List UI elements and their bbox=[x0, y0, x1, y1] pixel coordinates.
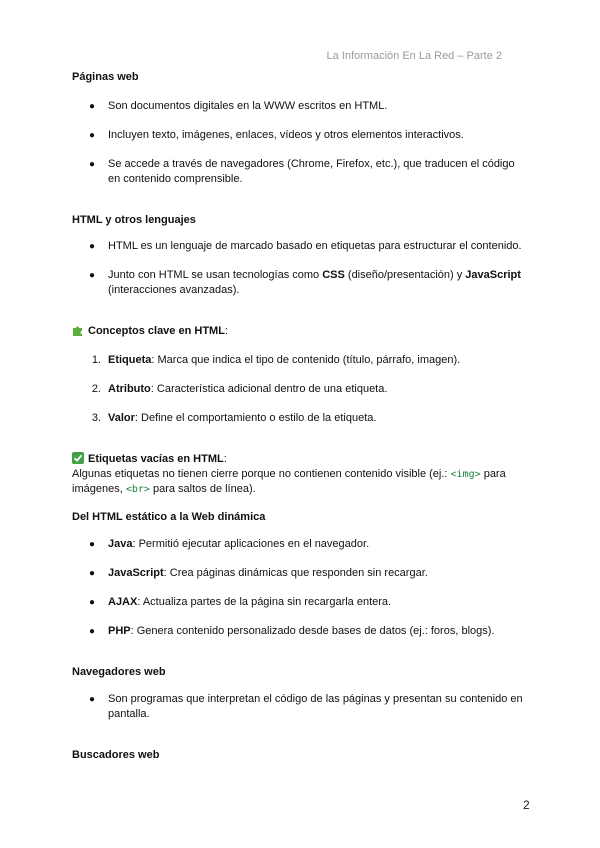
list-number: 3. bbox=[91, 412, 101, 424]
section-title-navegadores: Navegadores web bbox=[72, 666, 166, 678]
term-desc: : Genera contenido personalizado desde bases de datos (ej.: foros, blogs). bbox=[130, 625, 495, 637]
section-title-text: Conceptos clave en HTML bbox=[88, 325, 225, 337]
term: JavaScript bbox=[108, 567, 164, 579]
term: PHP bbox=[108, 625, 131, 637]
section-title-conceptos bbox=[72, 324, 528, 339]
term: Java bbox=[108, 538, 133, 550]
list-item bbox=[72, 239, 528, 254]
term-desc: : Actualiza partes de la página sin recargarla entera. bbox=[137, 596, 392, 608]
page-number: 2 bbox=[523, 798, 530, 812]
list-item-text: Son documentos digitales en la WWW escritos en HTML. bbox=[108, 100, 388, 112]
section-title-buscadores: Buscadores web bbox=[72, 749, 160, 761]
list-item bbox=[72, 128, 528, 143]
bullet-icon: ● bbox=[89, 568, 96, 579]
list-number: 2. bbox=[91, 383, 101, 395]
list-item-text: (interacciones avanzadas). bbox=[108, 284, 240, 296]
puzzle-piece-icon bbox=[72, 324, 84, 336]
list-item bbox=[72, 566, 528, 581]
list-item-text: Son programas que interpretan el código de las páginas y presentan su contenido en pantalla. bbox=[108, 693, 523, 720]
list-item bbox=[72, 157, 528, 187]
list-item bbox=[72, 411, 528, 426]
page-header: La Información En La Red – Parte 2 bbox=[326, 50, 502, 62]
paragraph-text: para imágenes, bbox=[72, 468, 506, 495]
list-paginas-web bbox=[72, 99, 528, 187]
list-item bbox=[72, 624, 528, 639]
list-item-text: (diseño/presentación) y bbox=[344, 269, 466, 281]
code-img: <img> bbox=[450, 469, 481, 480]
list-item bbox=[72, 537, 528, 552]
list-item bbox=[72, 382, 528, 397]
paragraph-text: para saltos de línea). bbox=[149, 483, 256, 495]
term: Etiqueta bbox=[108, 354, 152, 366]
bullet-icon: ● bbox=[89, 130, 96, 141]
bullet-icon: ● bbox=[89, 694, 96, 705]
section-title-etiquetas-vacias bbox=[72, 452, 528, 467]
list-web-dinamica bbox=[72, 537, 528, 639]
term: AJAX bbox=[108, 596, 138, 608]
term-desc: : Característica adicional dentro de una etiqueta. bbox=[150, 383, 388, 395]
code-br: <br> bbox=[125, 484, 150, 495]
term-css: CSS bbox=[322, 269, 345, 281]
section-title-paginas-web: Páginas web bbox=[72, 71, 139, 83]
list-navegadores bbox=[72, 692, 528, 722]
list-html-lenguajes bbox=[72, 239, 528, 298]
term-desc: : Marca que indica el tipo de contenido (título, párrafo, imagen). bbox=[151, 354, 461, 366]
term-desc: : Crea páginas dinámicas que responden sin recargar. bbox=[163, 567, 428, 579]
paragraph-text: Algunas etiquetas no tienen cierre porque no contienen contenido visible (ej.: bbox=[72, 468, 451, 480]
bullet-icon: ● bbox=[89, 270, 96, 281]
list-item bbox=[72, 353, 528, 368]
term-desc: : Define el comportamiento o estilo de la etiqueta. bbox=[134, 412, 377, 424]
section-title-text: Etiquetas vacías en HTML bbox=[88, 453, 224, 465]
bullet-icon: ● bbox=[89, 159, 96, 170]
bullet-icon: ● bbox=[89, 101, 96, 112]
page-content bbox=[72, 70, 528, 763]
paragraph-etiquetas-vacias bbox=[72, 467, 528, 497]
term: Valor bbox=[108, 412, 135, 424]
bullet-icon: ● bbox=[89, 241, 96, 252]
term-javascript: JavaScript bbox=[465, 269, 521, 281]
check-mark-icon bbox=[72, 452, 84, 464]
term: Atributo bbox=[108, 383, 151, 395]
title-colon: : bbox=[223, 453, 227, 465]
list-item-text: HTML es un lenguaje de marcado basado en etiquetas para estructurar el contenido. bbox=[108, 240, 522, 252]
bullet-icon: ● bbox=[89, 539, 96, 550]
list-item bbox=[72, 595, 528, 610]
bullet-icon: ● bbox=[89, 597, 96, 608]
list-item bbox=[72, 99, 528, 114]
section-title-web-dinamica: Del HTML estático a la Web dinámica bbox=[72, 511, 266, 523]
list-item-text: Junto con HTML se usan tecnologías como bbox=[108, 269, 323, 281]
list-item-text: Incluyen texto, imágenes, enlaces, vídeos y otros elementos interactivos. bbox=[108, 129, 464, 141]
section-title-html-lenguajes: HTML y otros lenguajes bbox=[72, 214, 196, 226]
list-number: 1. bbox=[91, 354, 101, 366]
bullet-icon: ● bbox=[89, 626, 96, 637]
title-colon: : bbox=[224, 325, 228, 337]
list-item-text: Se accede a través de navegadores (Chrome, Firefox, etc.), que traducen el código en contenido comprensible. bbox=[108, 158, 515, 185]
list-conceptos bbox=[72, 353, 528, 426]
term-desc: : Permitió ejecutar aplicaciones en el navegador. bbox=[132, 538, 370, 550]
list-item bbox=[72, 268, 528, 298]
list-item bbox=[72, 692, 528, 722]
